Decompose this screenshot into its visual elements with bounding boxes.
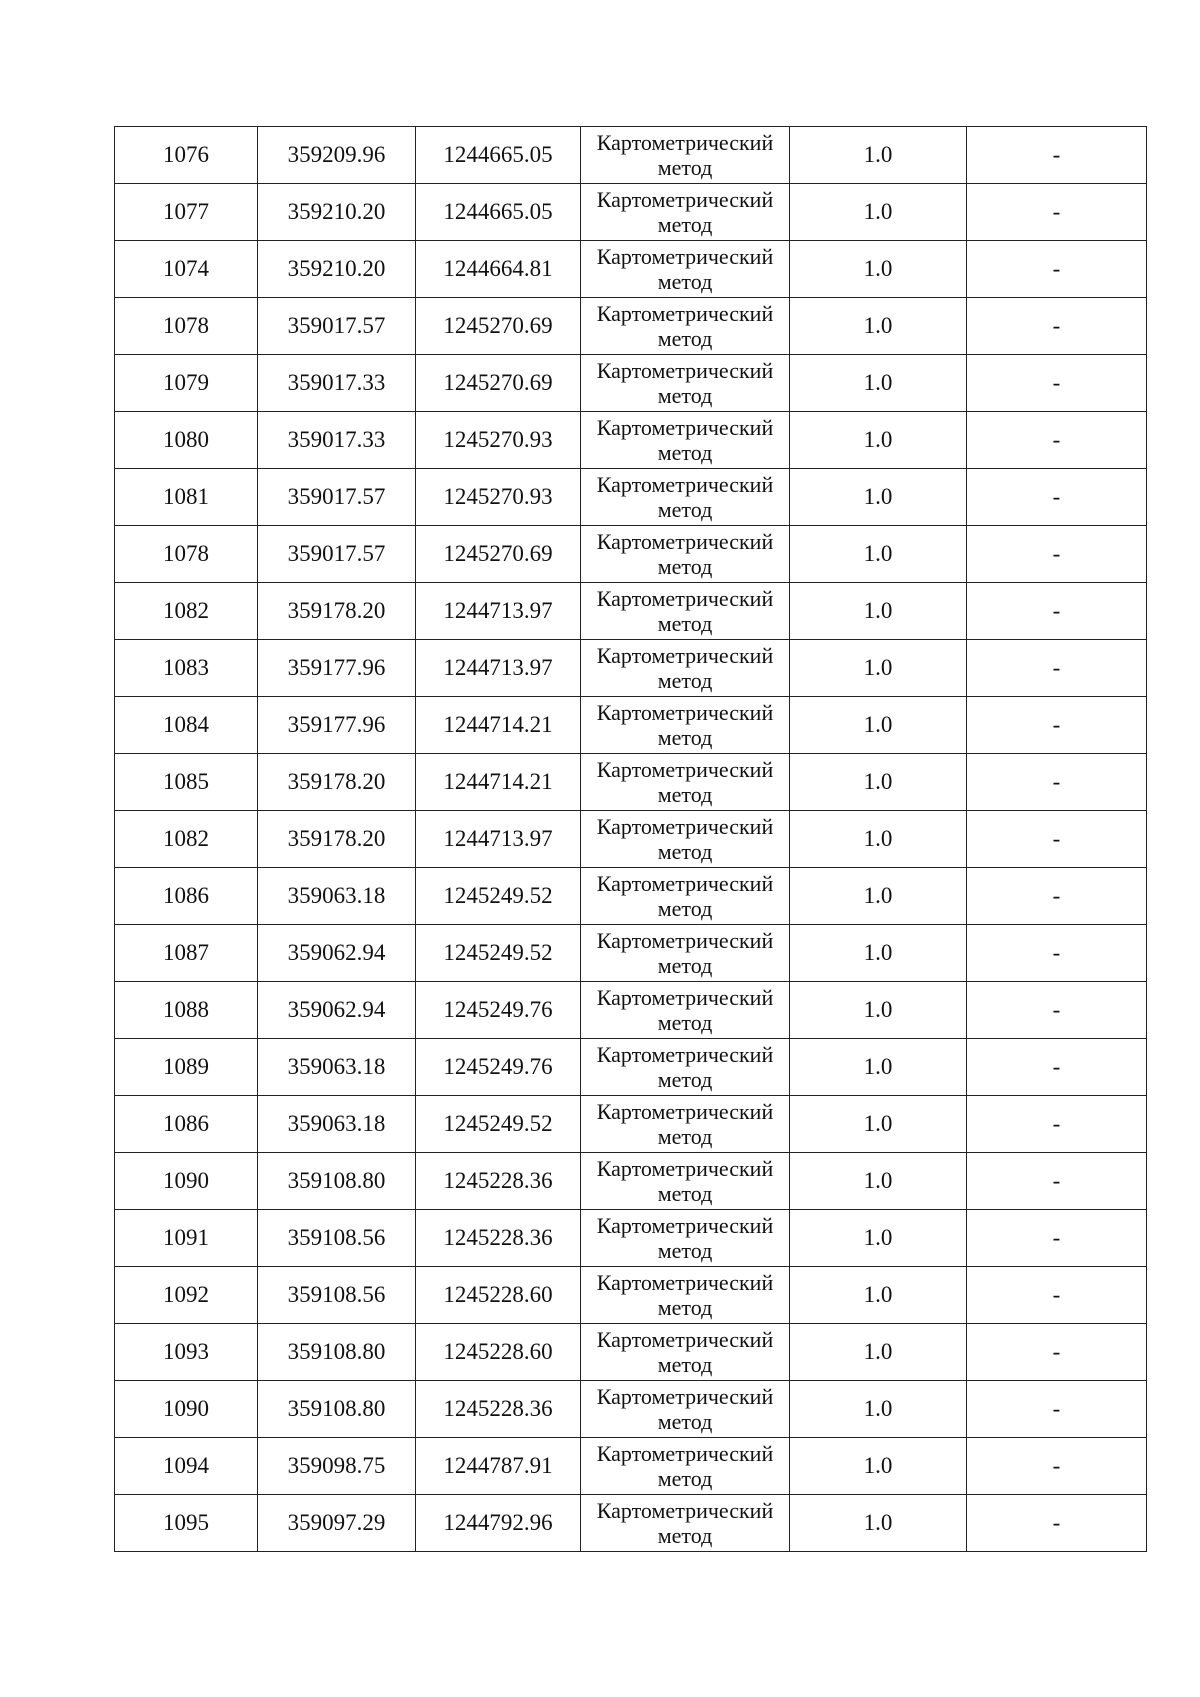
description-cell: - bbox=[967, 526, 1147, 583]
point-number-cell: 1082 bbox=[115, 583, 258, 640]
method-cell bbox=[581, 1210, 790, 1267]
point-number-cell: 1080 bbox=[115, 412, 258, 469]
method-line-1: Картометрический bbox=[596, 529, 774, 554]
method-line-1: Картометрический bbox=[596, 1384, 774, 1409]
description-cell: - bbox=[967, 412, 1147, 469]
y-coordinate-cell: 1244665.05 bbox=[416, 127, 581, 184]
method-line-1: Картометрический bbox=[596, 301, 774, 326]
table-row bbox=[115, 298, 1147, 355]
x-coordinate-cell: 359178.20 bbox=[258, 583, 416, 640]
y-coordinate-cell: 1245270.93 bbox=[416, 469, 581, 526]
method-line-1: Картометрический bbox=[596, 187, 774, 212]
description-cell: - bbox=[967, 1210, 1147, 1267]
y-coordinate-cell: 1244714.21 bbox=[416, 697, 581, 754]
method-cell bbox=[581, 640, 790, 697]
point-number-cell: 1086 bbox=[115, 868, 258, 925]
description-cell: - bbox=[967, 355, 1147, 412]
method-cell bbox=[581, 868, 790, 925]
y-coordinate-cell: 1245228.60 bbox=[416, 1267, 581, 1324]
point-number-cell: 1090 bbox=[115, 1153, 258, 1210]
table-row bbox=[115, 184, 1147, 241]
accuracy-cell: 1.0 bbox=[790, 1267, 967, 1324]
x-coordinate-cell: 359210.20 bbox=[258, 184, 416, 241]
accuracy-cell: 1.0 bbox=[790, 355, 967, 412]
method-line-1: Картометрический bbox=[596, 871, 774, 896]
point-number-cell: 1091 bbox=[115, 1210, 258, 1267]
method-line-2: метод bbox=[657, 440, 713, 465]
description-cell: - bbox=[967, 298, 1147, 355]
point-number-cell: 1085 bbox=[115, 754, 258, 811]
table-row bbox=[115, 412, 1147, 469]
x-coordinate-cell: 359017.57 bbox=[258, 298, 416, 355]
x-coordinate-cell: 359062.94 bbox=[258, 925, 416, 982]
method-cell bbox=[581, 697, 790, 754]
method-cell bbox=[581, 1495, 790, 1552]
table-row bbox=[115, 1153, 1147, 1210]
table-row bbox=[115, 982, 1147, 1039]
point-number-cell: 1087 bbox=[115, 925, 258, 982]
method-line-2: метод bbox=[657, 554, 713, 579]
point-number-cell: 1079 bbox=[115, 355, 258, 412]
point-number-cell: 1090 bbox=[115, 1381, 258, 1438]
x-coordinate-cell: 359178.20 bbox=[258, 754, 416, 811]
point-number-cell: 1078 bbox=[115, 526, 258, 583]
description-cell: - bbox=[967, 241, 1147, 298]
method-line-1: Картометрический bbox=[596, 985, 774, 1010]
method-line-1: Картометрический bbox=[596, 358, 774, 383]
x-coordinate-cell: 359108.80 bbox=[258, 1324, 416, 1381]
point-number-cell: 1083 bbox=[115, 640, 258, 697]
method-cell bbox=[581, 184, 790, 241]
method-cell bbox=[581, 925, 790, 982]
method-line-2: метод bbox=[657, 725, 713, 750]
x-coordinate-cell: 359177.96 bbox=[258, 697, 416, 754]
method-line-2: метод bbox=[657, 782, 713, 807]
method-cell bbox=[581, 526, 790, 583]
description-cell: - bbox=[967, 583, 1147, 640]
point-number-cell: 1081 bbox=[115, 469, 258, 526]
y-coordinate-cell: 1245228.36 bbox=[416, 1381, 581, 1438]
method-line-2: метод bbox=[657, 1181, 713, 1206]
method-line-2: метод bbox=[657, 383, 713, 408]
method-line-1: Картометрический bbox=[596, 1441, 774, 1466]
x-coordinate-cell: 359062.94 bbox=[258, 982, 416, 1039]
method-line-1: Картометрический bbox=[596, 1213, 774, 1238]
x-coordinate-cell: 359108.56 bbox=[258, 1210, 416, 1267]
point-number-cell: 1077 bbox=[115, 184, 258, 241]
x-coordinate-cell: 359210.20 bbox=[258, 241, 416, 298]
y-coordinate-cell: 1245249.52 bbox=[416, 868, 581, 925]
table-row bbox=[115, 1096, 1147, 1153]
method-line-2: метод bbox=[657, 1295, 713, 1320]
method-cell bbox=[581, 355, 790, 412]
y-coordinate-cell: 1245249.76 bbox=[416, 982, 581, 1039]
accuracy-cell: 1.0 bbox=[790, 982, 967, 1039]
method-line-2: метод bbox=[657, 896, 713, 921]
y-coordinate-cell: 1244664.81 bbox=[416, 241, 581, 298]
point-number-cell: 1088 bbox=[115, 982, 258, 1039]
method-line-2: метод bbox=[657, 269, 713, 294]
accuracy-cell: 1.0 bbox=[790, 1096, 967, 1153]
table-row bbox=[115, 1267, 1147, 1324]
table-row bbox=[115, 526, 1147, 583]
point-number-cell: 1084 bbox=[115, 697, 258, 754]
description-cell: - bbox=[967, 754, 1147, 811]
y-coordinate-cell: 1244787.91 bbox=[416, 1438, 581, 1495]
table-row bbox=[115, 1039, 1147, 1096]
x-coordinate-cell: 359017.57 bbox=[258, 469, 416, 526]
method-line-2: метод bbox=[657, 1238, 713, 1263]
y-coordinate-cell: 1245249.52 bbox=[416, 925, 581, 982]
description-cell: - bbox=[967, 1039, 1147, 1096]
method-line-2: метод bbox=[657, 1352, 713, 1377]
method-line-1: Картометрический bbox=[596, 415, 774, 440]
method-line-1: Картометрический bbox=[596, 643, 774, 668]
method-line-2: метод bbox=[657, 212, 713, 237]
y-coordinate-cell: 1245228.36 bbox=[416, 1210, 581, 1267]
y-coordinate-cell: 1245228.60 bbox=[416, 1324, 581, 1381]
method-line-1: Картометрический bbox=[596, 814, 774, 839]
y-coordinate-cell: 1245249.52 bbox=[416, 1096, 581, 1153]
table-row bbox=[115, 754, 1147, 811]
y-coordinate-cell: 1245228.36 bbox=[416, 1153, 581, 1210]
method-line-1: Картометрический bbox=[596, 244, 774, 269]
description-cell: - bbox=[967, 697, 1147, 754]
point-number-cell: 1078 bbox=[115, 298, 258, 355]
y-coordinate-cell: 1245270.69 bbox=[416, 355, 581, 412]
x-coordinate-cell: 359063.18 bbox=[258, 1039, 416, 1096]
method-cell bbox=[581, 1438, 790, 1495]
point-number-cell: 1074 bbox=[115, 241, 258, 298]
method-cell bbox=[581, 241, 790, 298]
description-cell: - bbox=[967, 640, 1147, 697]
method-cell bbox=[581, 811, 790, 868]
method-line-1: Картометрический bbox=[596, 700, 774, 725]
method-cell bbox=[581, 1096, 790, 1153]
y-coordinate-cell: 1244665.05 bbox=[416, 184, 581, 241]
coordinates-table-body bbox=[115, 127, 1147, 1552]
table-row bbox=[115, 127, 1147, 184]
accuracy-cell: 1.0 bbox=[790, 1381, 967, 1438]
method-line-2: метод bbox=[657, 953, 713, 978]
method-line-1: Картометрический bbox=[596, 130, 774, 155]
accuracy-cell: 1.0 bbox=[790, 640, 967, 697]
point-number-cell: 1086 bbox=[115, 1096, 258, 1153]
method-line-2: метод bbox=[657, 668, 713, 693]
method-line-1: Картометрический bbox=[596, 586, 774, 611]
method-line-2: метод bbox=[657, 611, 713, 636]
method-line-1: Картометрический bbox=[596, 928, 774, 953]
method-line-2: метод bbox=[657, 1523, 713, 1548]
y-coordinate-cell: 1244713.97 bbox=[416, 811, 581, 868]
table-row bbox=[115, 640, 1147, 697]
accuracy-cell: 1.0 bbox=[790, 1495, 967, 1552]
accuracy-cell: 1.0 bbox=[790, 1039, 967, 1096]
description-cell: - bbox=[967, 1096, 1147, 1153]
method-line-1: Картометрический bbox=[596, 1270, 774, 1295]
method-line-1: Картометрический bbox=[596, 1156, 774, 1181]
table-row bbox=[115, 925, 1147, 982]
point-number-cell: 1076 bbox=[115, 127, 258, 184]
accuracy-cell: 1.0 bbox=[790, 1324, 967, 1381]
y-coordinate-cell: 1244714.21 bbox=[416, 754, 581, 811]
method-cell bbox=[581, 982, 790, 1039]
x-coordinate-cell: 359017.33 bbox=[258, 412, 416, 469]
accuracy-cell: 1.0 bbox=[790, 298, 967, 355]
method-line-1: Картометрический bbox=[596, 1327, 774, 1352]
description-cell: - bbox=[967, 1324, 1147, 1381]
description-cell: - bbox=[967, 1438, 1147, 1495]
table-row bbox=[115, 1381, 1147, 1438]
description-cell: - bbox=[967, 184, 1147, 241]
table-row bbox=[115, 469, 1147, 526]
description-cell: - bbox=[967, 1267, 1147, 1324]
method-line-1: Картометрический bbox=[596, 472, 774, 497]
method-cell bbox=[581, 412, 790, 469]
description-cell: - bbox=[967, 811, 1147, 868]
description-cell: - bbox=[967, 1381, 1147, 1438]
x-coordinate-cell: 359063.18 bbox=[258, 1096, 416, 1153]
method-line-1: Картометрический bbox=[596, 1498, 774, 1523]
accuracy-cell: 1.0 bbox=[790, 412, 967, 469]
method-cell bbox=[581, 583, 790, 640]
table-row bbox=[115, 1324, 1147, 1381]
table-row bbox=[115, 1495, 1147, 1552]
accuracy-cell: 1.0 bbox=[790, 868, 967, 925]
method-cell bbox=[581, 1267, 790, 1324]
method-cell bbox=[581, 1039, 790, 1096]
y-coordinate-cell: 1245270.69 bbox=[416, 298, 581, 355]
x-coordinate-cell: 359108.56 bbox=[258, 1267, 416, 1324]
accuracy-cell: 1.0 bbox=[790, 583, 967, 640]
x-coordinate-cell: 359177.96 bbox=[258, 640, 416, 697]
method-line-2: метод bbox=[657, 1010, 713, 1035]
method-cell bbox=[581, 469, 790, 526]
method-line-2: метод bbox=[657, 1067, 713, 1092]
method-line-2: метод bbox=[657, 1466, 713, 1491]
table-row bbox=[115, 697, 1147, 754]
method-cell bbox=[581, 127, 790, 184]
accuracy-cell: 1.0 bbox=[790, 1153, 967, 1210]
table-row bbox=[115, 1438, 1147, 1495]
table-row bbox=[115, 1210, 1147, 1267]
accuracy-cell: 1.0 bbox=[790, 811, 967, 868]
description-cell: - bbox=[967, 868, 1147, 925]
x-coordinate-cell: 359209.96 bbox=[258, 127, 416, 184]
x-coordinate-cell: 359017.57 bbox=[258, 526, 416, 583]
accuracy-cell: 1.0 bbox=[790, 925, 967, 982]
method-cell bbox=[581, 1153, 790, 1210]
accuracy-cell: 1.0 bbox=[790, 1438, 967, 1495]
x-coordinate-cell: 359097.29 bbox=[258, 1495, 416, 1552]
y-coordinate-cell: 1245270.69 bbox=[416, 526, 581, 583]
description-cell: - bbox=[967, 982, 1147, 1039]
coordinates-table bbox=[114, 126, 1147, 1552]
accuracy-cell: 1.0 bbox=[790, 697, 967, 754]
accuracy-cell: 1.0 bbox=[790, 241, 967, 298]
x-coordinate-cell: 359178.20 bbox=[258, 811, 416, 868]
table-row bbox=[115, 241, 1147, 298]
table-row bbox=[115, 811, 1147, 868]
method-line-1: Картометрический bbox=[596, 1042, 774, 1067]
description-cell: - bbox=[967, 1495, 1147, 1552]
x-coordinate-cell: 359017.33 bbox=[258, 355, 416, 412]
accuracy-cell: 1.0 bbox=[790, 526, 967, 583]
accuracy-cell: 1.0 bbox=[790, 469, 967, 526]
point-number-cell: 1094 bbox=[115, 1438, 258, 1495]
y-coordinate-cell: 1244792.96 bbox=[416, 1495, 581, 1552]
method-line-1: Картометрический bbox=[596, 1099, 774, 1124]
point-number-cell: 1089 bbox=[115, 1039, 258, 1096]
table-row bbox=[115, 355, 1147, 412]
description-cell: - bbox=[967, 469, 1147, 526]
accuracy-cell: 1.0 bbox=[790, 127, 967, 184]
method-line-2: метод bbox=[657, 497, 713, 522]
x-coordinate-cell: 359098.75 bbox=[258, 1438, 416, 1495]
method-line-2: метод bbox=[657, 1409, 713, 1434]
point-number-cell: 1082 bbox=[115, 811, 258, 868]
method-cell bbox=[581, 754, 790, 811]
method-line-2: метод bbox=[657, 155, 713, 180]
method-cell bbox=[581, 298, 790, 355]
table-row bbox=[115, 583, 1147, 640]
x-coordinate-cell: 359063.18 bbox=[258, 868, 416, 925]
method-line-2: метод bbox=[657, 839, 713, 864]
method-line-1: Картометрический bbox=[596, 757, 774, 782]
point-number-cell: 1092 bbox=[115, 1267, 258, 1324]
method-cell bbox=[581, 1324, 790, 1381]
y-coordinate-cell: 1244713.97 bbox=[416, 583, 581, 640]
y-coordinate-cell: 1245249.76 bbox=[416, 1039, 581, 1096]
method-line-2: метод bbox=[657, 326, 713, 351]
description-cell: - bbox=[967, 925, 1147, 982]
y-coordinate-cell: 1245270.93 bbox=[416, 412, 581, 469]
accuracy-cell: 1.0 bbox=[790, 184, 967, 241]
accuracy-cell: 1.0 bbox=[790, 754, 967, 811]
description-cell: - bbox=[967, 127, 1147, 184]
table-row bbox=[115, 868, 1147, 925]
x-coordinate-cell: 359108.80 bbox=[258, 1381, 416, 1438]
point-number-cell: 1095 bbox=[115, 1495, 258, 1552]
method-cell bbox=[581, 1381, 790, 1438]
description-cell: - bbox=[967, 1153, 1147, 1210]
x-coordinate-cell: 359108.80 bbox=[258, 1153, 416, 1210]
y-coordinate-cell: 1244713.97 bbox=[416, 640, 581, 697]
accuracy-cell: 1.0 bbox=[790, 1210, 967, 1267]
method-line-2: метод bbox=[657, 1124, 713, 1149]
point-number-cell: 1093 bbox=[115, 1324, 258, 1381]
